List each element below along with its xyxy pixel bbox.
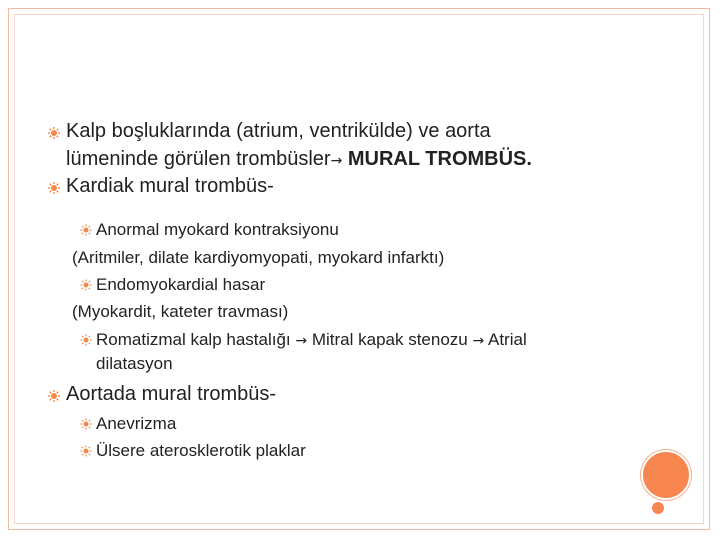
sun-bullet-icon — [48, 182, 60, 194]
sun-bullet-icon — [48, 390, 60, 402]
right-arrow-icon: → — [295, 333, 308, 349]
text: Endomyokardial hasar — [96, 275, 266, 294]
bullet-line-1 — [66, 120, 491, 143]
sub-line-romatizmal-cont — [96, 354, 173, 374]
sun-bullet-small-icon — [80, 224, 92, 236]
text: Anevrizma — [96, 414, 177, 433]
text: Ülsere aterosklerotik plaklar — [96, 441, 306, 460]
paren-line-myokardit — [72, 302, 288, 322]
bullet-line-2 — [66, 175, 274, 198]
text: (Myokardit, kateter travması) — [72, 302, 289, 321]
sun-bullet-small-icon — [80, 418, 92, 430]
sub-line-endomyokardial — [96, 275, 265, 295]
text: Aortada mural trombüs- — [66, 383, 277, 405]
sun-bullet-icon — [48, 127, 60, 139]
text: (Aritmiler, dilate kardiyomyopati, myokard infarktı) — [72, 248, 445, 267]
text: lümeninde görülen trombüsler — [66, 148, 331, 170]
text: dilatasyon — [96, 354, 173, 373]
sub-line-romatizmal — [96, 330, 527, 350]
text: Mitral kapak stenozu — [307, 330, 473, 349]
bullet-line-3 — [66, 383, 276, 406]
sub-line-ulsere — [96, 441, 306, 461]
bullet-line-1-cont — [66, 148, 532, 171]
right-arrow-icon: → — [472, 333, 485, 349]
text: Kalp boşluklarında (atrium, ventrikülde) ve aorta — [66, 120, 491, 142]
paren-line-aritmiler — [72, 248, 444, 268]
bold-term: MURAL TROMBÜS. — [342, 148, 532, 170]
sub-line-anormal — [96, 220, 339, 240]
text: Romatizmal kalp hastalığı — [96, 330, 296, 349]
text: Anormal myokard kontraksiyonu — [96, 220, 339, 239]
sub-line-anevrizma — [96, 414, 176, 434]
sun-bullet-small-icon — [80, 279, 92, 291]
sun-bullet-small-icon — [80, 334, 92, 346]
text: Kardiak mural trombüs- — [66, 175, 274, 197]
sun-bullet-small-icon — [80, 445, 92, 457]
text: Atrial — [484, 330, 527, 349]
right-arrow-icon: → — [330, 153, 343, 169]
